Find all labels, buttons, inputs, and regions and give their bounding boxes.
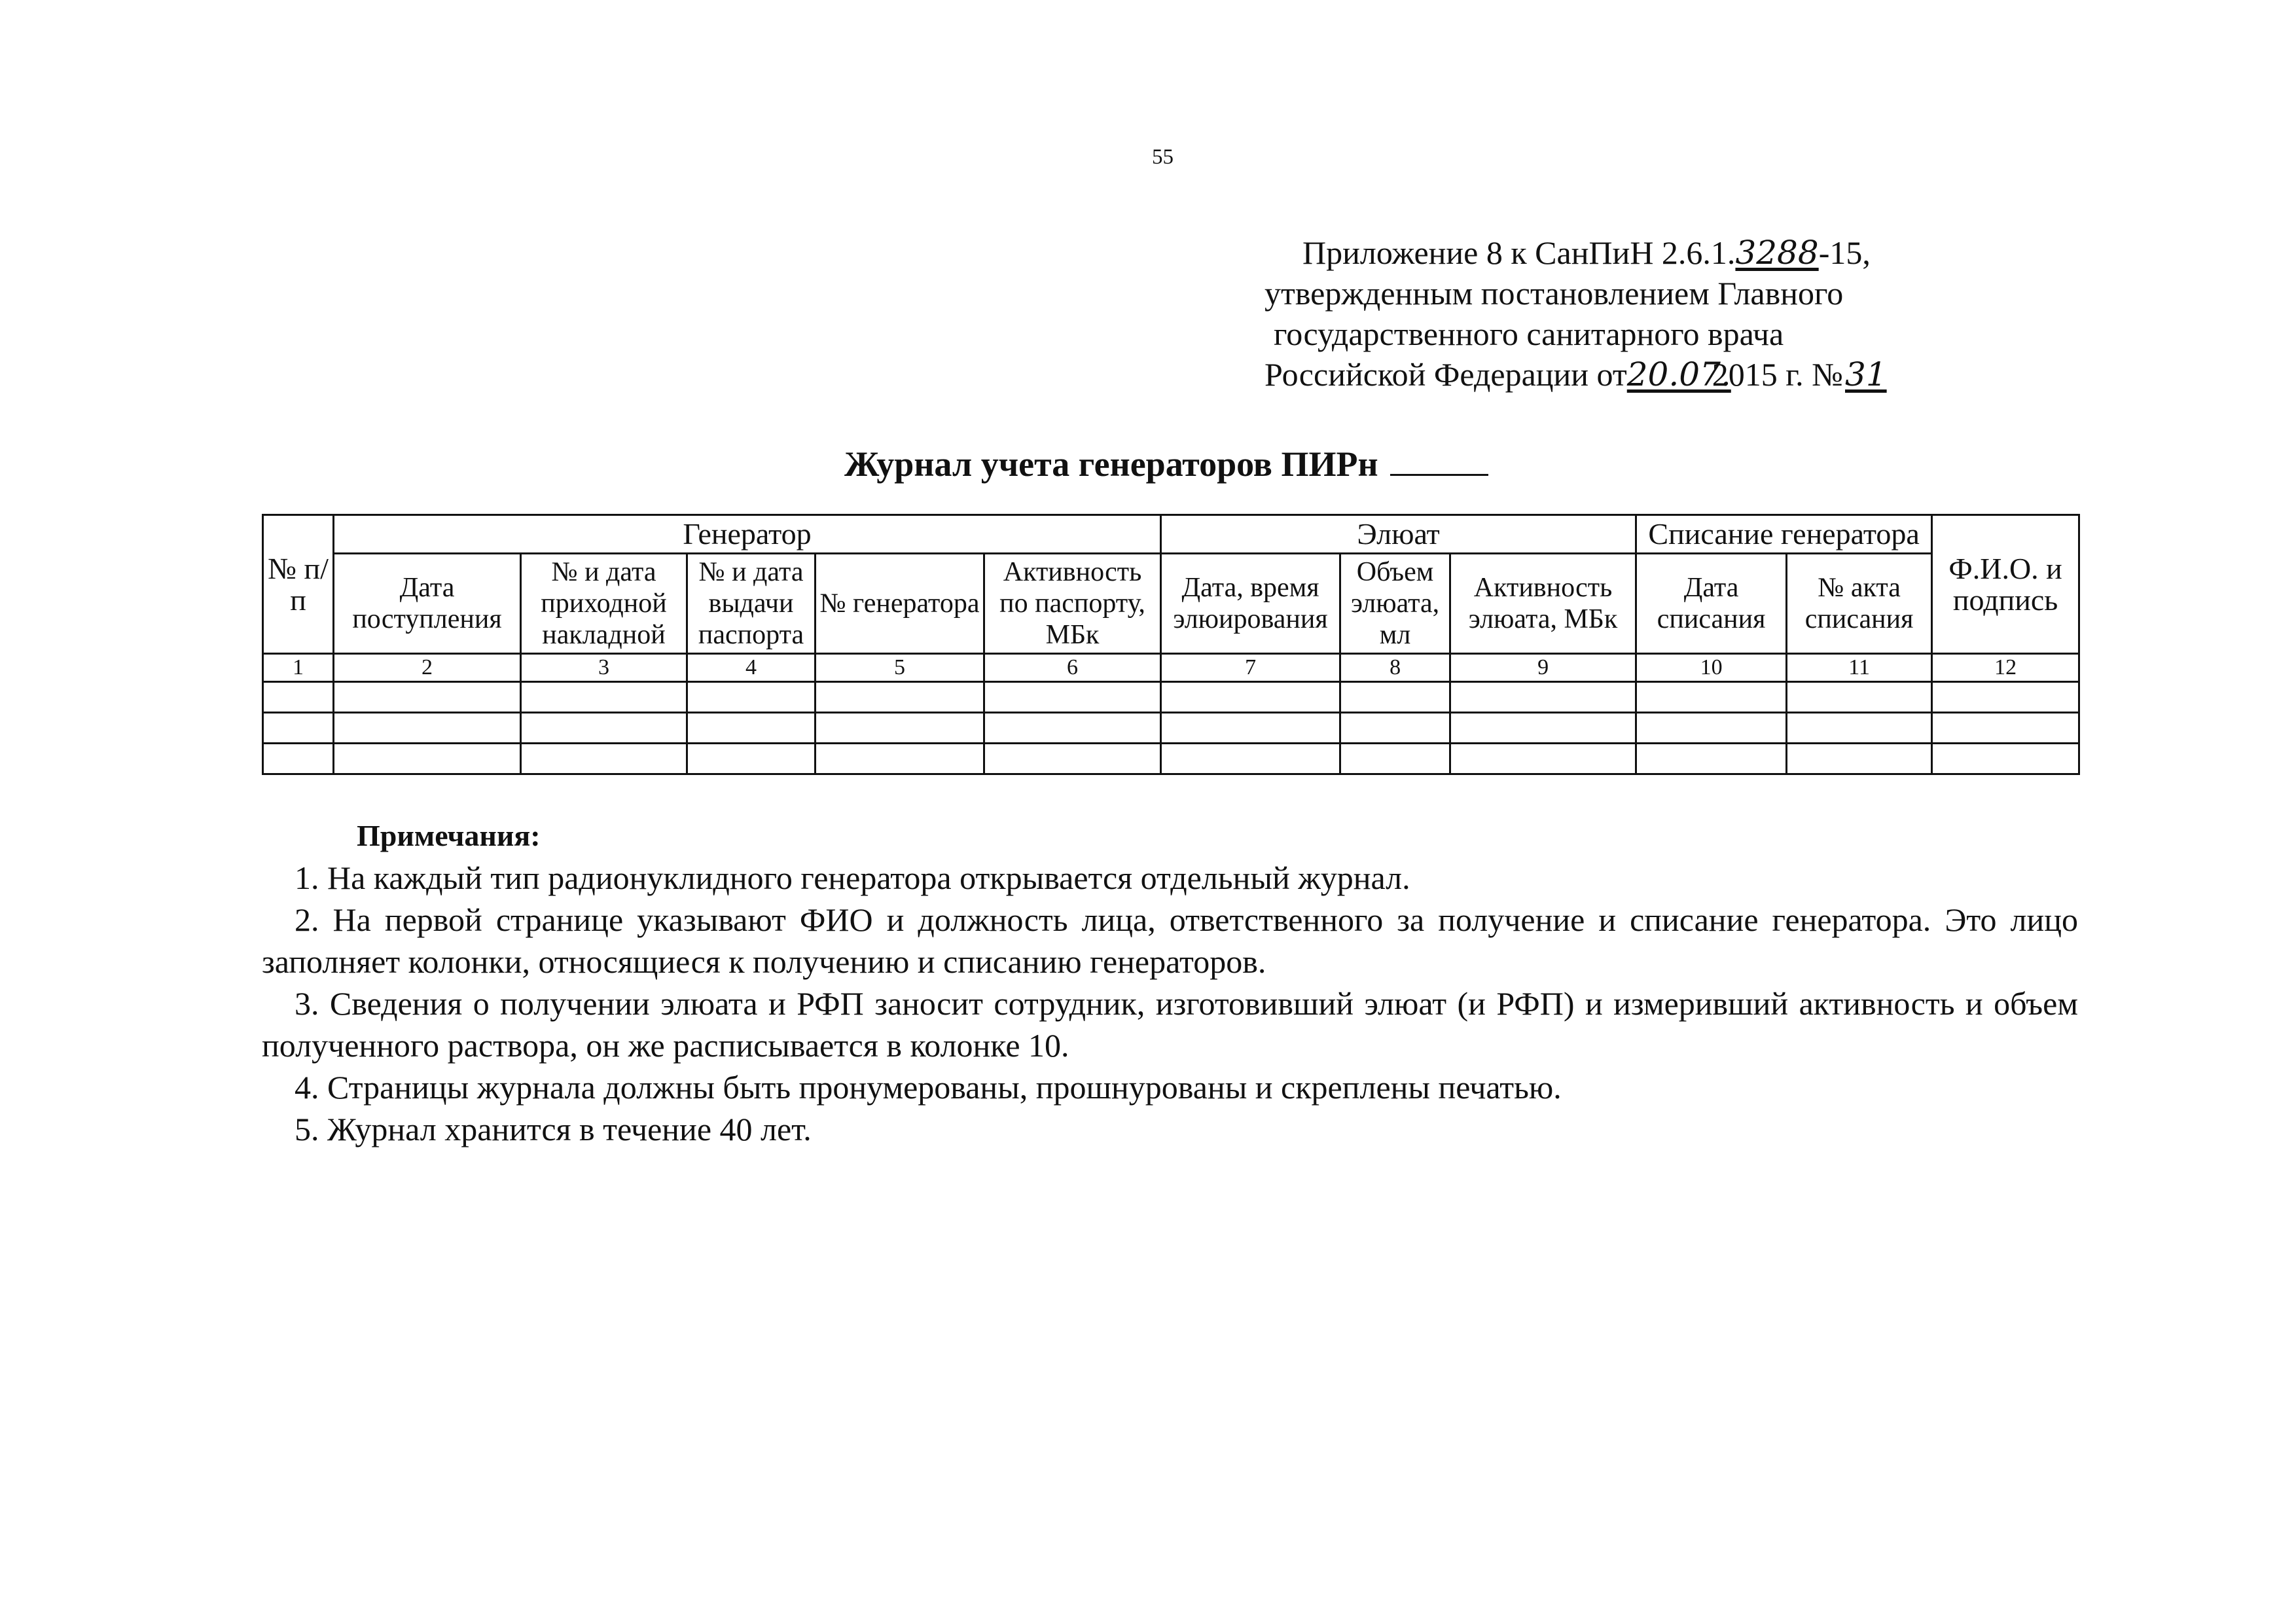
column-number: 8	[1340, 654, 1450, 682]
empty-cell	[1932, 682, 2079, 713]
empty-cell	[1932, 744, 2079, 774]
header-writeoff-act: № акта списания	[1787, 554, 1932, 654]
handwritten-decree-number: 31	[1845, 355, 1887, 393]
appendix-line-1	[1302, 232, 1889, 273]
empty-cell	[263, 713, 334, 744]
empty-cell	[1340, 682, 1450, 713]
table-subheader-row	[263, 554, 2079, 654]
empty-cell	[687, 713, 816, 744]
header-invoice: № и дата приходной накладной	[521, 554, 687, 654]
empty-cell	[521, 682, 687, 713]
empty-cell	[521, 744, 687, 774]
empty-cell	[263, 682, 334, 713]
note-item: 1. На каждый тип радионуклидного генератора открывается отдельный журнал.	[295, 859, 1410, 896]
header-fio: Ф.И.О. и подпись	[1932, 515, 2079, 654]
empty-cell	[984, 682, 1161, 713]
handwritten-date: 20.07.	[1626, 355, 1731, 393]
empty-cell	[1932, 713, 2079, 744]
appendix-line-4-text: Российской Федерации от	[1265, 356, 1627, 393]
header-eluate-activity: Активность элюата, МБк	[1450, 554, 1636, 654]
empty-cell	[334, 682, 521, 713]
empty-cell	[816, 682, 984, 713]
header-eluate-group: Элюат	[1161, 515, 1636, 554]
appendix-line-2: утвержденным постановлением Главного	[1265, 275, 1844, 312]
empty-cell	[1450, 682, 1636, 713]
appendix-line-3: государственного санитарного врача	[1274, 316, 1784, 352]
empty-cell	[984, 744, 1161, 774]
header-passport-activity: Активность по паспорту, МБк	[984, 554, 1161, 654]
table-row	[263, 682, 2079, 713]
empty-cell	[334, 713, 521, 744]
page-number: 55	[1152, 145, 1174, 169]
empty-cell	[1787, 713, 1932, 744]
header-receipt-date: Дата поступления	[334, 554, 521, 654]
notes-heading: Примечания:	[357, 819, 541, 852]
empty-cell	[1636, 682, 1787, 713]
empty-cell	[687, 682, 816, 713]
empty-cell	[1161, 682, 1340, 713]
appendix-line-4	[1265, 354, 1889, 395]
column-number: 6	[984, 654, 1161, 682]
table-group-header-row	[263, 515, 2079, 554]
note-item: 4. Страницы журнала должны быть пронумерованы, прошнурованы и скреплены печатью.	[295, 1069, 1562, 1106]
column-number: 7	[1161, 654, 1340, 682]
empty-cell	[687, 744, 816, 774]
table-row	[263, 744, 2079, 774]
column-number: 9	[1450, 654, 1636, 682]
header-writeoff-group: Списание генератора	[1636, 515, 1932, 554]
column-number: 3	[521, 654, 687, 682]
empty-cell	[1636, 713, 1787, 744]
note-item: 2. На первой странице указывают ФИО и должность лица, ответственного за получение и списание генератора. Это лицо заполняет колонки, относящиеся к получению и списанию генераторов.	[262, 901, 2078, 980]
appendix-line-4-year: 2015 г. №	[1712, 356, 1843, 393]
note-item: 5. Журнал хранится в течение 40 лет.	[295, 1111, 812, 1147]
empty-cell	[984, 713, 1161, 744]
appendix-line-1-suffix: -15,	[1818, 234, 1871, 271]
header-elution-datetime: Дата, время элюирования	[1161, 554, 1340, 654]
column-number: 4	[687, 654, 816, 682]
empty-cell	[1161, 744, 1340, 774]
header-writeoff-date: Дата списания	[1636, 554, 1787, 654]
title-blank-line	[1390, 444, 1488, 476]
column-number: 1	[263, 654, 334, 682]
appendix-header	[1265, 232, 1889, 395]
note-item: 3. Сведения о получении элюата и РФП заносит сотрудник, изготовивший элюат (и РФП) и измеривший активность и объем полученного раствора, он же расписывается в колонке 10.	[262, 985, 2078, 1064]
column-number: 5	[816, 654, 984, 682]
header-np: № п/п	[263, 515, 334, 654]
empty-cell	[816, 744, 984, 774]
empty-cell	[1450, 713, 1636, 744]
handwritten-sanpin-number: 3288	[1735, 234, 1819, 272]
empty-cell	[521, 713, 687, 744]
empty-cell	[1787, 744, 1932, 774]
header-generator-group: Генератор	[334, 515, 1161, 554]
header-generator-number: № генератора	[816, 554, 984, 654]
empty-cell	[1340, 713, 1450, 744]
column-number: 12	[1932, 654, 2079, 682]
header-passport: № и дата выдачи паспорта	[687, 554, 816, 654]
empty-cell	[1450, 744, 1636, 774]
empty-cell	[263, 744, 334, 774]
column-number: 11	[1787, 654, 1932, 682]
document-title-text: Журнал учета генераторов ПИРн	[844, 444, 1378, 484]
empty-cell	[1161, 713, 1340, 744]
empty-cell	[1636, 744, 1787, 774]
empty-cell	[1787, 682, 1932, 713]
document-title	[844, 444, 1488, 484]
table-row	[263, 713, 2079, 744]
column-number: 2	[334, 654, 521, 682]
notes-section	[262, 815, 2078, 1150]
header-eluate-volume: Объем элюата, мл	[1340, 554, 1450, 654]
column-number-row	[263, 654, 2079, 682]
appendix-line-1-text: Приложение 8 к СанПиН 2.6.1.	[1302, 234, 1736, 271]
empty-cell	[334, 744, 521, 774]
journal-table	[262, 514, 2080, 775]
empty-cell	[1340, 744, 1450, 774]
empty-cell	[816, 713, 984, 744]
column-number: 10	[1636, 654, 1787, 682]
